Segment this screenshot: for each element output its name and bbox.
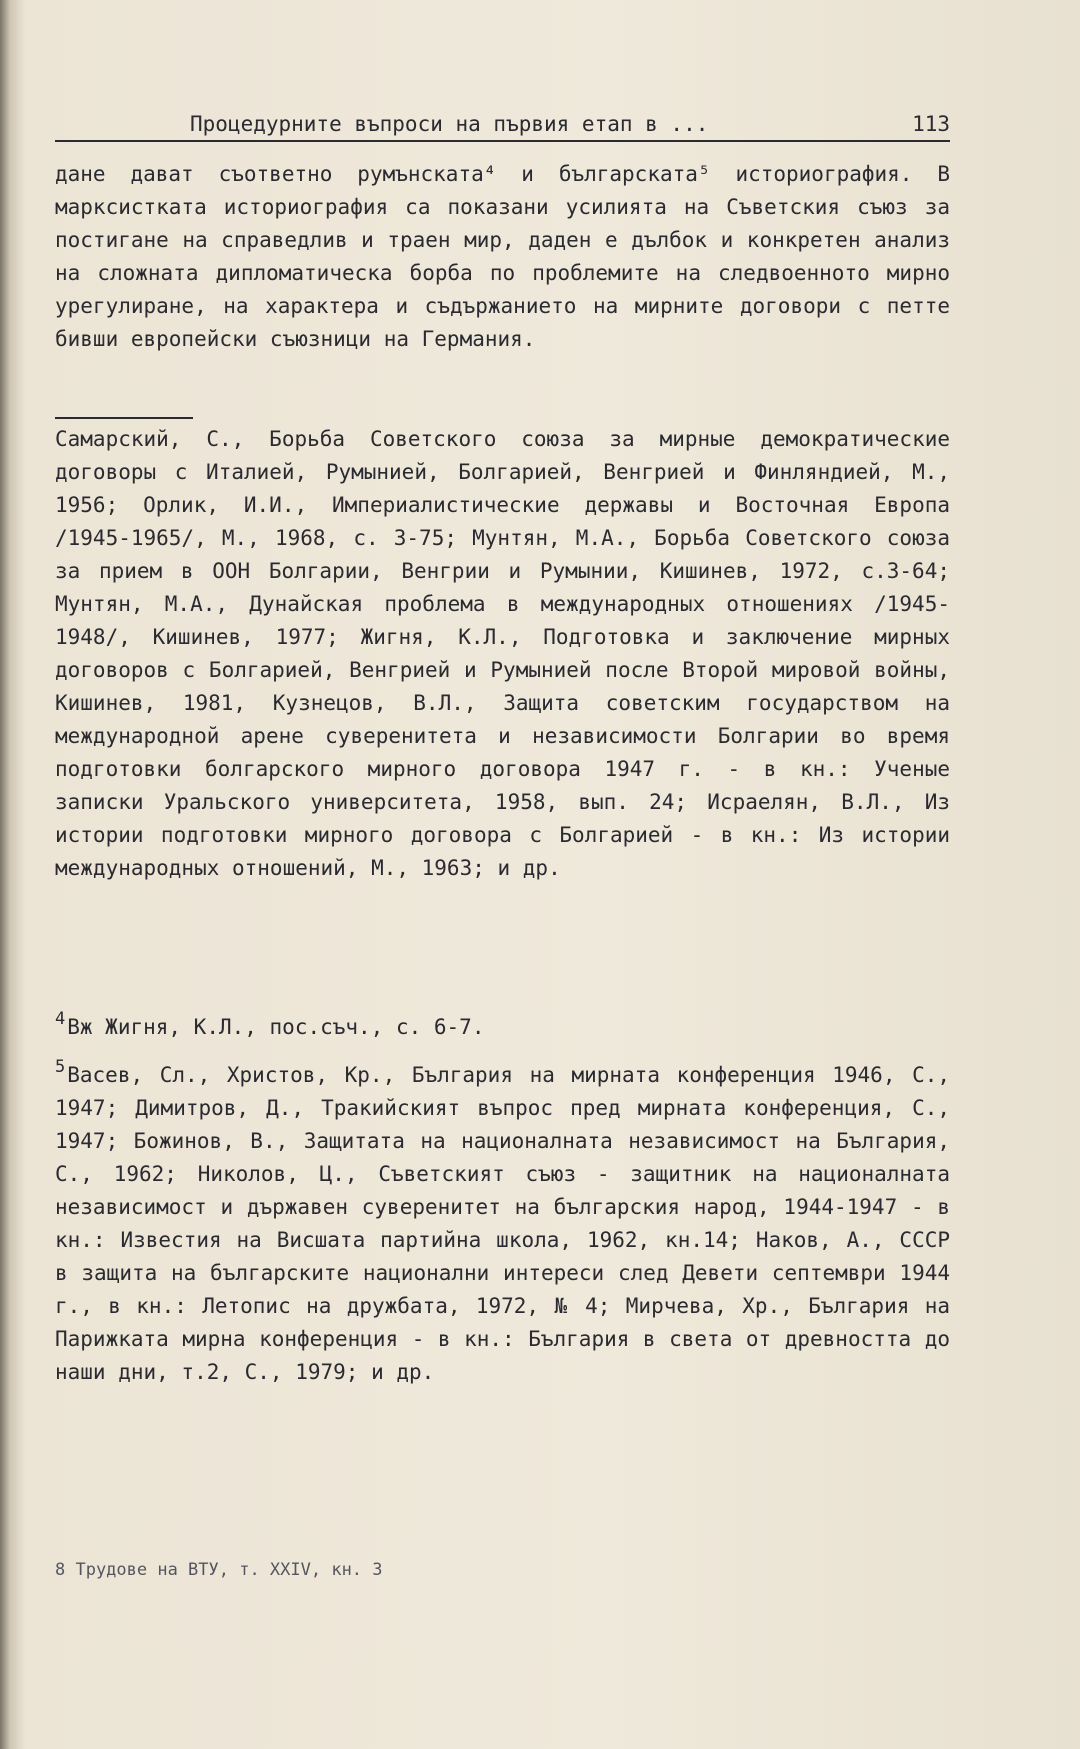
footnote-5-text: Васев, Сл., Христов, Кр., България на мирната конференция 1946, С., 1947; Димитров, Д., Тракийският въпрос пред мирната конференция, С., 1947; Божинов, В., Защитата на националната независимост на България, С., 1962; Николов, Ц., Съветският съюз - защитник на националната независимост и държавен суверенитет на българския народ, 1944-1947 - в кн.: Известия на Висшата партийна школа, 1962, кн.14; Наков, А., СССР в защита на българските национални интереси след Девети септември 1944 г., в кн.: Летопис на дружбата, 1972, № 4; Мирчева, Хр., България на Парижката мирна конференция - в кн.: България в света от древността до наши дни, т.2, С., 1979; и др.	[55, 1063, 950, 1384]
running-title: Процедурните въпроси на първия етап в ...	[190, 112, 709, 136]
footnote-1: Самарский, С., Борьба Советского союза за мирные демократические договоры с Италией, Румынией, Болгарией, Венгрией и Финляндией, М., 1956; Орлик, И.И., Империалистические державы и Восточная Европа /1945-1965/, М., 1968, с. 3-75; Мунтян, М.А., Борьба Советского союза за прием в ООН Болгарии, Венгрии и Румынии, Кишинев, 1972, с.3-64; Мунтян, М.А., Дунайская проблема в международных отношениях /1945-1948/, Кишинев, 1977; Жигня, К.Л., Подготовка и заключение мирных договоров с Болгарией, Венгрией и Румынией после Второй мировой войны, Кишинев, 1981, Кузнецов, В.Л., Защита советским государством на международной арене суверенитета и независимости Болгарии во время подготовки болгарского мирного договора 1947 г. - в кн.: Ученые записки Уральского университета, 1958, вып. 24; Исраелян, В.Л., Из истории подготовки мирного договора с Болгарией - в кн.: Из истории международных отношений, М., 1963; и др.	[55, 427, 950, 880]
footnote-5	[55, 1051, 950, 1389]
footnote-4-text: Вж Жигня, К.Л., пос.съч., с. 6-7.	[67, 1015, 485, 1039]
footnote-4-mark: 4	[55, 1009, 66, 1029]
footnote-4	[55, 1003, 950, 1044]
footnote-divider	[55, 417, 193, 419]
footnote-5-mark: 5	[55, 1057, 66, 1077]
sheet-signature: 8 Трудове на ВТУ, т. XXIV, кн. 3	[55, 1560, 383, 1580]
body-paragraph: дане дават съответно румънската⁴ и българската⁵ историография. В марксистката историография са показани усилията на Съветския съюз за постигане на справедлив и траен мир, даден е дълбок и конкретен анализ на сложната дипломатическа борба по проблемите на следвоенното мирно урегулиране, на характера и съдържанието на мирните договори с петте бивши европейски съюзници на Германия.	[55, 162, 950, 351]
page-number: 113	[912, 112, 950, 136]
running-header	[55, 108, 950, 142]
